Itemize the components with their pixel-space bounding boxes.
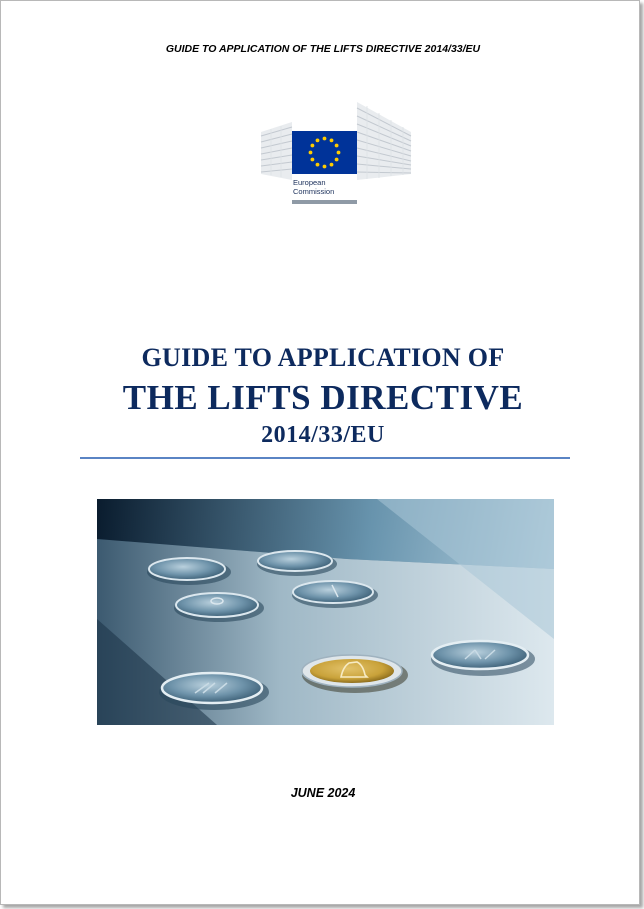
lift-button-panel-image <box>97 499 554 725</box>
title-line1: GUIDE TO APPLICATION OF <box>141 343 505 372</box>
lift-button-floor-0 <box>174 593 264 622</box>
european-commission-logo <box>259 102 415 206</box>
logo-underline <box>292 200 357 204</box>
logo-text-line2: Commission <box>293 187 335 196</box>
logo-text <box>293 178 334 196</box>
title-divider <box>80 457 570 459</box>
cover-photo-lift-buttons <box>97 499 554 725</box>
publication-date: JUNE 2024 <box>290 786 356 800</box>
eu-flag-icon <box>292 131 357 174</box>
lift-button-call <box>147 558 231 585</box>
alarm-bell-button <box>302 655 408 693</box>
running-header: GUIDE TO APPLICATION OF THE LIFTS DIRECTIVE 2014/33/EU <box>165 43 481 55</box>
title-line3: 2014/33/EU <box>261 422 385 448</box>
lift-button-door <box>257 551 337 576</box>
lift-button-door-open <box>431 641 535 676</box>
logo-text-line1: European <box>293 178 326 187</box>
lift-button-floor-1 <box>292 581 378 608</box>
title-block <box>1 340 644 450</box>
lift-button-door-close <box>159 673 269 710</box>
title-line2: THE LIFTS DIRECTIVE <box>122 378 524 417</box>
